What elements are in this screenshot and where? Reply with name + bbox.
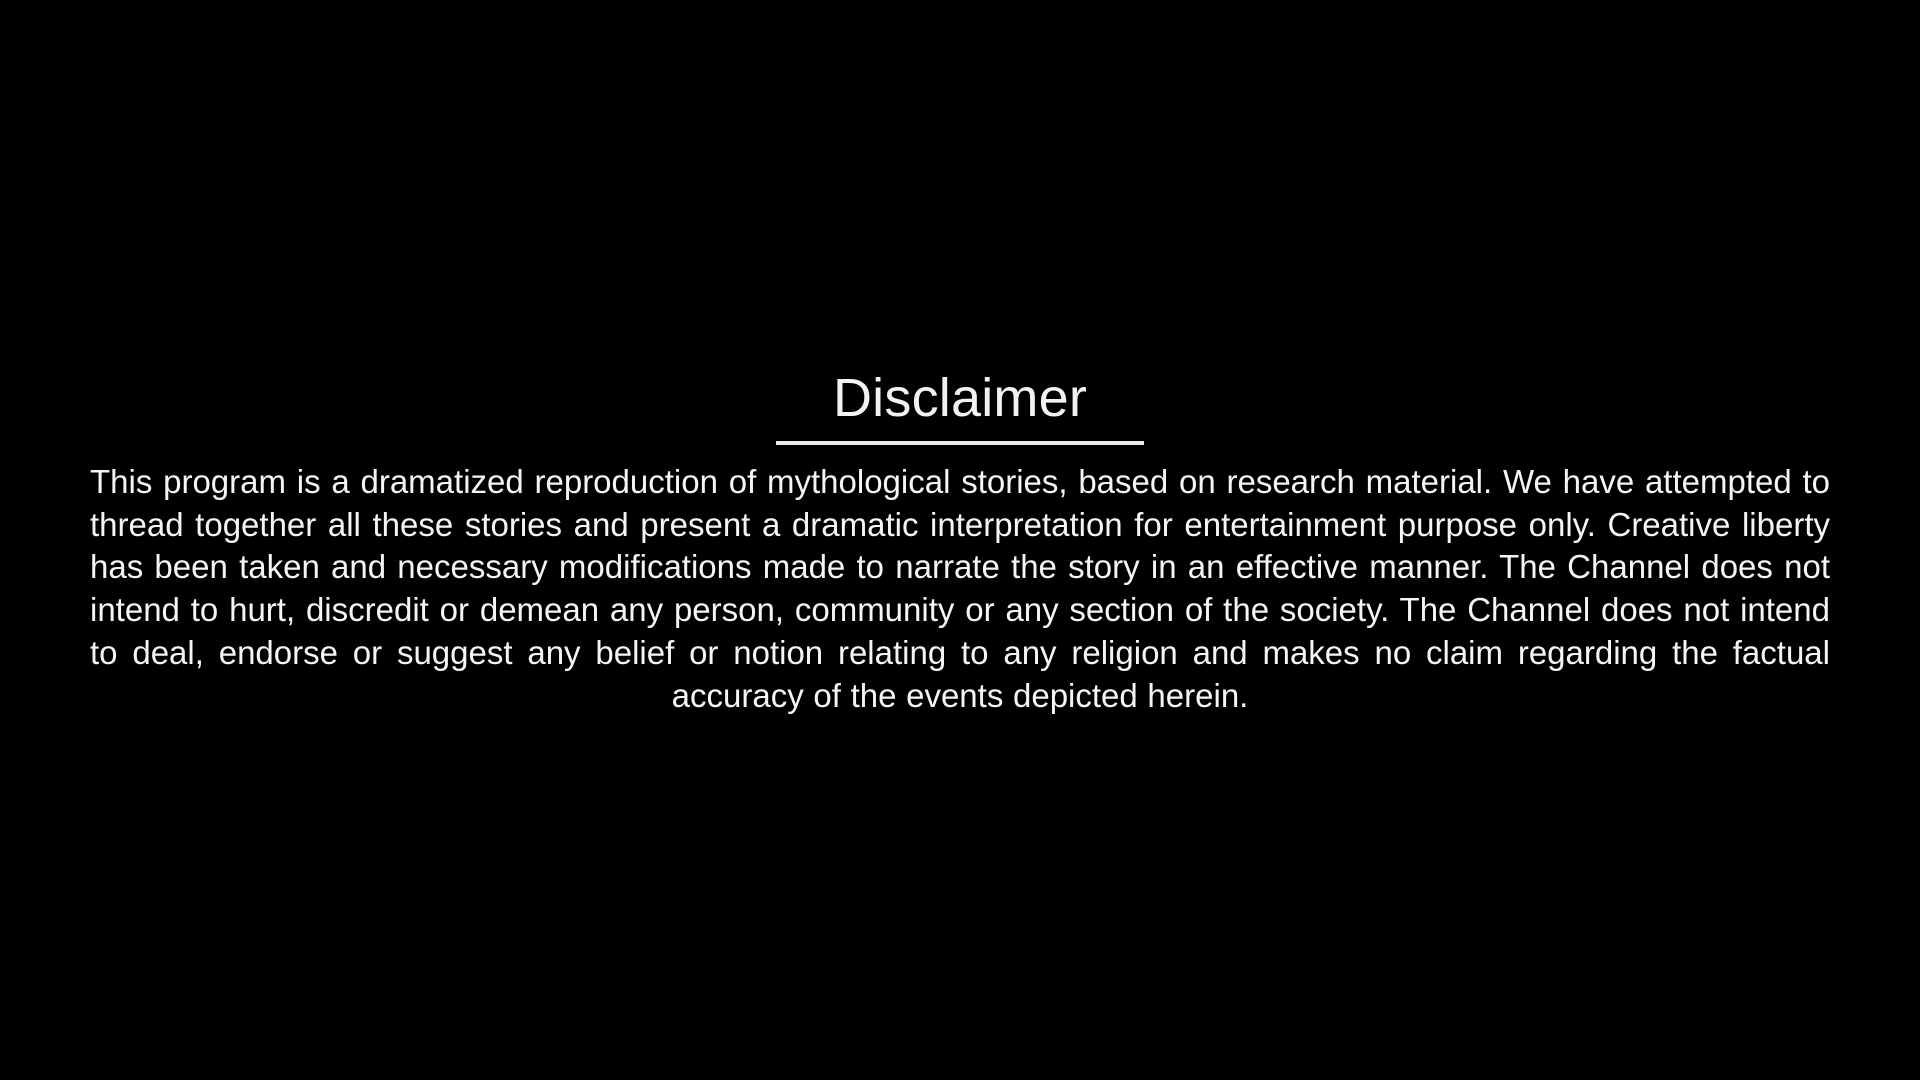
disclaimer-body-text: This program is a dramatized reproduction of mythological stories, based on research material. We have attempted to thread together all these stories and present a dramatic interpretation for entertainment purpose only. Creative liberty has been taken and necessary modifications made to narrate the story in an effective manner. The Channel does not intend to hurt, discredit or demean any person, community or any section of the society. The Channel does not intend to deal, endorse or suggest any belief or notion relating to any religion and makes no claim regarding the factual accuracy of the events depicted herein. xyxy=(90,462,1830,715)
disclaimer-block xyxy=(80,370,1840,718)
title-underline-rule xyxy=(776,441,1144,445)
disclaimer-title: Disclaimer xyxy=(832,368,1088,428)
